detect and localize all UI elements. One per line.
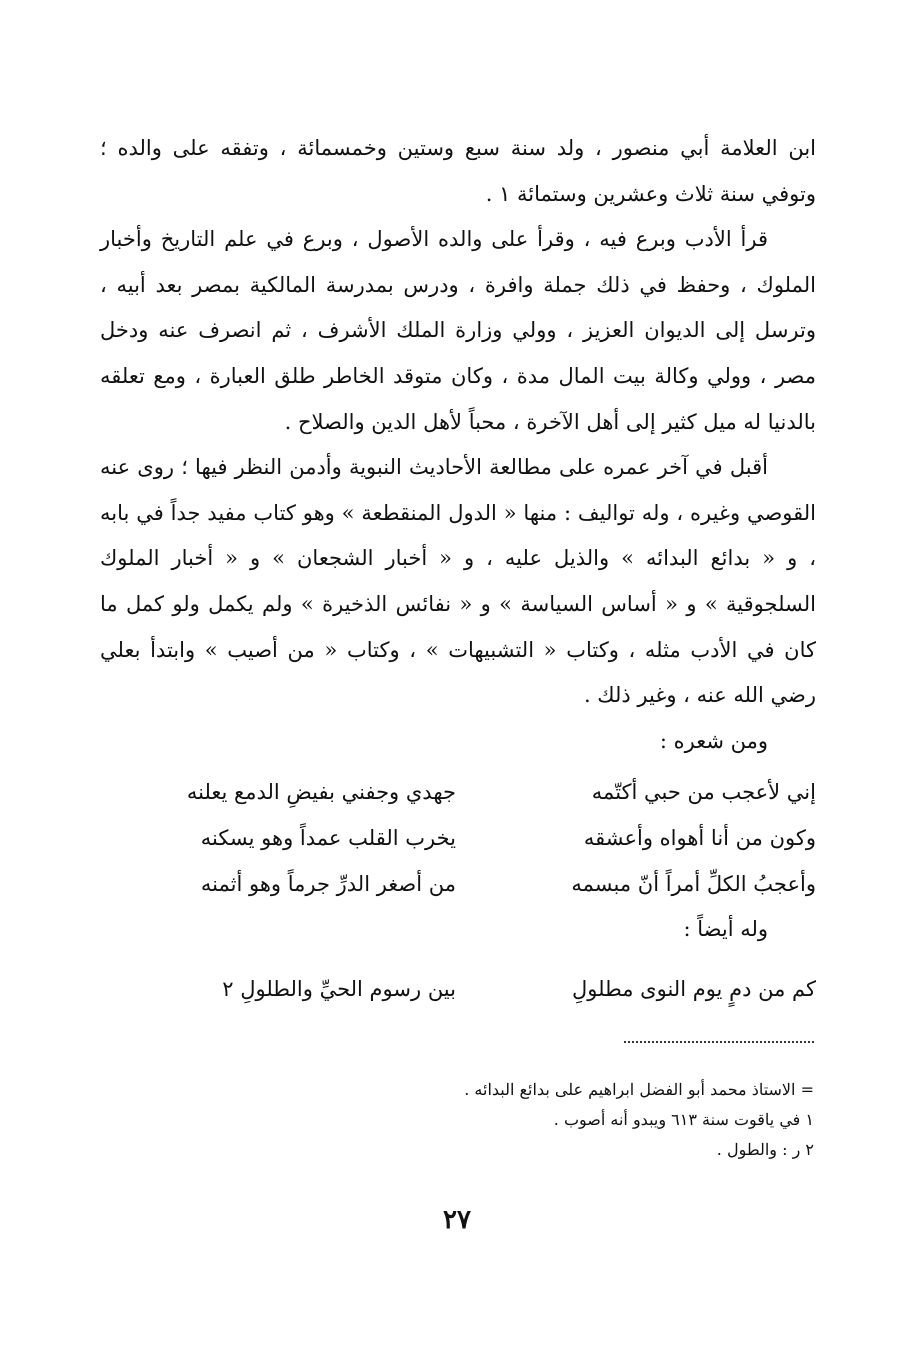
verse-first-hemistich: إني لأعجب من حبي أكتّمه (591, 780, 816, 805)
poem-intro-2: وله أيضاً : (683, 917, 768, 942)
poem-2 (100, 967, 816, 1013)
verse-line (156, 816, 816, 862)
paragraph-3: أقبل في آخر عمره على مطالعة الأحاديث النبوية وأدمن النظر فيها ؛ روى عنه القوصي وغيره ، وله تواليف : منها « الدول المنقطعة » وهو كتاب مفيد جداً في بابه ، و « بدائع البدائه » والذيل عليه ، و « أخبار الشجعان » و « أخبار الملوك السلجوقية » و « أساس السياسة » و « نفائس الذخيرة » ولم يكمل ولو كمل ما كان في الأدب مثله ، وكتاب « التشبيهات » ، وكتاب « من أصيب » وابتدأ بعلي رضي الله عنه ، وغير ذلك . (100, 455, 816, 708)
main-text (100, 126, 816, 1012)
footnotes (214, 1075, 814, 1165)
poem-intro-1: ومن شعره : (659, 728, 768, 753)
footnote-separator (624, 1041, 814, 1043)
verse-second-hemistich: من أصغر الدرِّ جرماً وهو أثمنه (200, 871, 456, 896)
footnote: = الاستاذ محمد أبو الفضل ابراهيم على بدائع البدائه . (464, 1080, 814, 1099)
verse-first-hemistich: كم من دمٍ يوم النوى مطلولِ (571, 976, 816, 1001)
verse-first-hemistich: وكون من أنا أهواه وأعشقه (583, 825, 816, 850)
verse-second-hemistich: جهدي وجفني بفيضِ الدمع يعلنه (186, 780, 456, 805)
paragraph-2: قرأ الأدب وبرع فيه ، وقرأ على والده الأصول ، وبرع في علم التاريخ وأخبار الملوك ، وحفظ في ذلك جملة وافرة ، ودرس بمدرسة المالكية بمصر بعد أبيه ، وترسل إلى الديوان العزيز ، وولي وزارة الملك الأشرف ، ثم انصرف عنه ودخل مصر ، وولي وكالة بيت المال مدة ، وكان متوقد الخاطر طلق العبارة ، ومع تعلقه بالدنيا له ميل كثير إلى أهل الآخرة ، محباً لأهل الدين والصلاح . (100, 227, 816, 434)
verse-line (156, 862, 816, 908)
footnote: ٢ ر : والطول . (716, 1140, 814, 1159)
footnote: ١ في ياقوت سنة ٦١٣ ويبدو أنه أصوب . (553, 1110, 814, 1129)
paragraph-1: ابن العلامة أبي منصور ، ولد سنة سبع وستين وخمسمائة ، وتفقه على والده ؛ وتوفي سنة ثلاث وعشرين وستمائة ١ . (100, 136, 816, 206)
verse-line (156, 770, 816, 816)
verse-first-hemistich: وأعجبُ الكلِّ أمراً أنّ مبسمه (571, 871, 816, 896)
poem-1 (100, 770, 816, 907)
verse-line (156, 967, 816, 1013)
page-number: ٢٧ (443, 1205, 471, 1235)
verse-second-hemistich: بين رسوم الحيِّ والطلولِ ٢ (222, 976, 456, 1001)
verse-second-hemistich: يخرب القلب عمداً وهو يسكنه (200, 825, 456, 850)
